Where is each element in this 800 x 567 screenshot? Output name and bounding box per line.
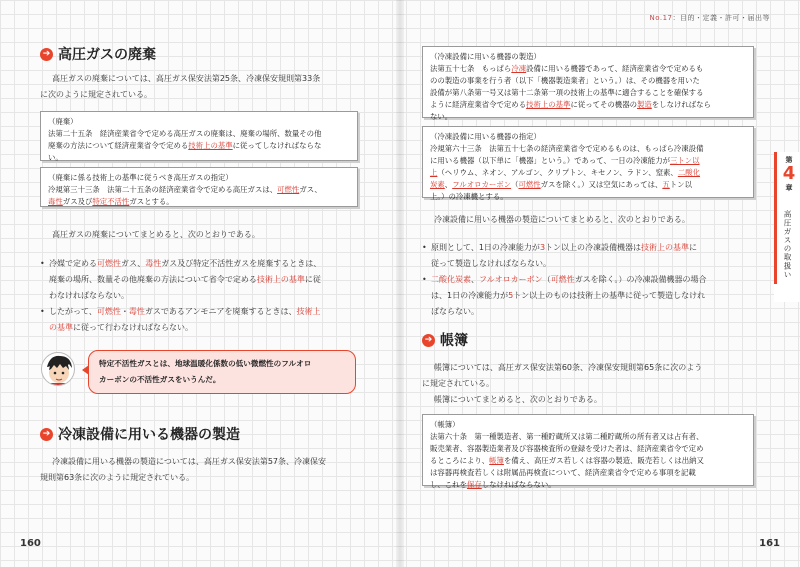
box-caption: （冷凍設備に用いる機器の製造） xyxy=(430,52,541,61)
text-line xyxy=(430,99,746,111)
text-line: 特定不活性ガスとは、地球温暖化係数の低い微燃性のフルオロ xyxy=(99,359,312,368)
text-span: トン以上のものは技術上の基準に従って製造しなけれ xyxy=(513,291,706,300)
text-line: 冷規第六十三条 法第五十七条の経済産業省令で定めるものは、もっぱら冷凍設備 xyxy=(430,144,704,153)
text-line: に次のように規定されている。 xyxy=(40,90,152,99)
bullet-item xyxy=(422,272,758,320)
text-line xyxy=(48,196,350,208)
text-line: に規定されている。 xyxy=(422,379,494,388)
text-span: は、1日の冷凍能力が xyxy=(431,291,509,300)
text-span: したがって、 xyxy=(49,307,97,316)
right-page xyxy=(402,0,800,567)
text-line: 帳簿については、高圧ガス保安法第60条、冷凍保安規則第65条に次のよう xyxy=(434,363,703,372)
highlight-text: 可燃性 xyxy=(97,259,121,268)
text-span: ガスを除く。）の冷凍設備機器の場合 xyxy=(574,275,707,284)
text-line xyxy=(430,179,746,191)
bullet-item xyxy=(40,256,360,304)
box-caption: （冷凍設備に用いる機器の指定） xyxy=(430,132,541,141)
text-line: わなければならない。 xyxy=(49,291,129,300)
highlight-text: 毒性 xyxy=(48,197,63,206)
section-title: 冷凍設備に用いる機器の製造 xyxy=(58,427,240,443)
text-span: 原則として、1日の冷凍能力が xyxy=(431,243,540,252)
chapter-title: 高圧ガスの取扱い xyxy=(783,210,792,279)
text-line: のの製造の事業を行う者（以下「機器製造業者」という。）は、その機器を用いた xyxy=(430,76,700,85)
text-line: 法第六十条 第一種製造者、第一種貯蔵所又は第二種貯蔵所の所有者又は占有者、 xyxy=(430,432,704,441)
highlight-text: 二酸化炭素 xyxy=(431,275,471,284)
highlight-text: 5 xyxy=(508,291,514,300)
intro-paragraph xyxy=(40,454,372,486)
text-span: ガスとする。 xyxy=(129,197,174,206)
header-number: No.17 xyxy=(649,14,673,22)
character-avatar xyxy=(41,352,75,386)
text-line xyxy=(422,272,758,288)
text-line xyxy=(430,63,746,75)
arrow-right-circle-icon: ➔ xyxy=(40,48,53,61)
text-line: 販売業者、容器製造業者及び容器検査所の登録を受けた者は、経済産業省令で定め xyxy=(430,444,704,453)
text-span: 冷媒で定める xyxy=(49,259,97,268)
text-span: （ヘリウム、ネオン、アルゴン、クリプトン、キセノン、ラドン、窒素、 xyxy=(437,168,678,177)
section-heading-disposal xyxy=(40,44,156,64)
text-line: 規則第63条に次のように規定されている。 xyxy=(40,473,195,482)
highlight-text: 技術上の基準 xyxy=(256,275,305,284)
summary-paragraph: 高圧ガスの廃棄についてまとめると、次のとおりである。 xyxy=(52,230,260,239)
highlight-text: 毒性 xyxy=(145,259,162,268)
bullet-dot: • xyxy=(40,259,45,268)
text-span: 冷規第三十三条 法第二十五条の経済産業省令で定める高圧ガスは、 xyxy=(48,185,278,194)
highlight-text: フルオロカーボン xyxy=(479,275,543,284)
highlight-text: 冷凍 xyxy=(511,64,527,73)
text-line: カーボンの不活性ガスをいうんだ。 xyxy=(99,375,221,384)
bullet-item xyxy=(422,240,758,272)
left-page xyxy=(0,0,398,567)
text-line xyxy=(40,320,360,336)
highlight-text: 技術上の基準 xyxy=(188,141,233,150)
highlight-text: 帳簿 xyxy=(489,456,504,465)
text-line xyxy=(422,288,758,304)
text-span: ガス及び xyxy=(62,197,93,206)
law-box-manufacture xyxy=(422,46,754,121)
text-line xyxy=(48,184,350,196)
highlight-text: 五 xyxy=(662,180,670,189)
highlight-text: 特定不活性 xyxy=(92,197,130,206)
chapter-digit: 4 xyxy=(782,163,796,184)
text-line xyxy=(40,256,360,272)
highlight-text: 可燃性 xyxy=(96,307,121,316)
chapter-suffix: 章 xyxy=(785,184,793,192)
chapter-tab-bar xyxy=(774,152,777,284)
highlight-text: 三トン以 xyxy=(669,156,700,165)
highlight-text: フルオロカーボン xyxy=(452,180,512,189)
highlight-text: 技術上の基準 xyxy=(526,100,571,109)
text-span: （ xyxy=(542,275,551,284)
highlight-text: 可燃性 xyxy=(550,275,575,284)
running-header xyxy=(649,13,770,23)
text-span: に従って行わなければならない。 xyxy=(73,323,193,332)
text-span: に従ってその機器の xyxy=(570,100,637,109)
text-span: を備え、高圧ガス若しくは容器の製造、販売若しくは出納又 xyxy=(503,456,704,465)
text-span: に用いる機器（以下単に「機器」という。）であって、一日の冷凍能力が xyxy=(430,156,670,165)
page-number: 161 xyxy=(759,538,780,549)
text-line: 法第二十五条 経済産業省令で定める高圧ガスの廃棄は、廃棄の場所、数量その他 xyxy=(48,129,322,138)
highlight-text: 可燃性 xyxy=(518,180,541,189)
intro-paragraph xyxy=(422,360,764,392)
section-heading-ledger xyxy=(422,330,468,350)
text-span: 廃棄の方法について経済産業省令で定める xyxy=(48,141,189,150)
highlight-text: 保存 xyxy=(466,480,482,489)
highlight-text: 炭素 xyxy=(430,180,445,189)
text-span: ガスであるアンモニアを廃棄するときは、 xyxy=(144,307,297,316)
text-span: 、 xyxy=(444,180,453,189)
highlight-text: の基準 xyxy=(49,323,73,332)
character-face-icon xyxy=(42,353,75,386)
highlight-text: 製造 xyxy=(636,100,652,109)
text-span: 、 xyxy=(471,275,479,284)
text-line: 設備が第八条第一号又は第十二条第一項の技術上の基準に適合することを確保する xyxy=(430,88,704,97)
box-caption: （廃棄に係る技術上の基準に従うべき高圧ガスの指定） xyxy=(48,173,233,182)
summary-paragraph: 帳簿についてまとめると、次のとおりである。 xyxy=(434,395,602,404)
speech-bubble xyxy=(88,350,356,394)
text-line: ばならない。 xyxy=(431,307,479,316)
text-span: ガスを除く。）又は空気にあっては、 xyxy=(540,180,663,189)
section-title: 高圧ガスの廃棄 xyxy=(58,47,156,63)
text-line: 従って製造しなければならない。 xyxy=(431,259,551,268)
highlight-text: 毒性 xyxy=(128,307,145,316)
highlight-text: 3 xyxy=(539,243,546,252)
law-box-equipment-designation xyxy=(422,126,754,201)
text-span: ように経済産業省令で定める xyxy=(430,100,527,109)
highlight-text: 上 xyxy=(430,168,438,177)
text-line xyxy=(422,240,758,256)
text-line xyxy=(40,272,360,288)
intro-paragraph xyxy=(40,71,372,103)
text-line: は容器再検査若しくは附属品再検査について、経済産業省令で定める事項を記載 xyxy=(430,468,696,477)
text-span: ガス及び特定不活性ガスを廃棄するときは、 xyxy=(161,259,322,268)
text-span: に xyxy=(689,243,698,252)
box-caption: （帳簿） xyxy=(430,420,460,429)
bullet-dot: • xyxy=(40,307,45,316)
text-line xyxy=(430,167,746,179)
highlight-text: 技術上の基準 xyxy=(641,243,690,252)
text-line: 冷凍設備に用いる機器の製造については、高圧ガス保安法第57条、冷凍保安 xyxy=(52,457,327,466)
text-span: をしなければなら xyxy=(651,100,711,109)
text-line: ない。 xyxy=(430,112,453,121)
chapter-prefix: 第 xyxy=(785,156,793,164)
text-span: 廃棄の場所、数量その他廃棄の方法について省令で定める xyxy=(49,275,257,284)
text-span: 設備に用いる機器であって、経済産業省令で定めるも xyxy=(526,64,704,73)
law-box-disposal xyxy=(40,111,358,161)
section-heading-equipment xyxy=(40,424,240,444)
box-caption: （廃棄） xyxy=(48,117,78,126)
text-span: ・ xyxy=(120,307,129,316)
highlight-text: 二酸化 xyxy=(677,168,701,177)
text-span: 法第五十七条 もっぱら xyxy=(430,64,512,73)
highlight-text: 技術上 xyxy=(296,307,321,316)
text-span: （ xyxy=(511,180,519,189)
text-span: しなければならない。 xyxy=(481,480,556,489)
text-span: ガス、 xyxy=(299,185,322,194)
text-line xyxy=(40,304,360,320)
law-box-ledger xyxy=(422,414,754,489)
text-line: い。 xyxy=(48,153,63,162)
text-span: に従ってしなければならな xyxy=(232,141,322,150)
text-span: ガス、 xyxy=(121,259,146,268)
text-span: に従 xyxy=(304,275,321,284)
text-line xyxy=(430,479,746,491)
text-line: 高圧ガスの廃棄については、高圧ガス保安法第25条、冷凍保安規則第33条 xyxy=(52,74,321,83)
chapter-tab xyxy=(774,152,800,302)
text-line xyxy=(430,455,746,467)
arrow-right-circle-icon: ➔ xyxy=(422,334,435,347)
page-number: 160 xyxy=(20,538,41,549)
arrow-right-circle-icon: ➔ xyxy=(40,428,53,441)
text-line xyxy=(48,140,350,152)
highlight-text: 可燃性 xyxy=(277,185,300,194)
bullet-dot: • xyxy=(422,275,427,284)
text-span: し、これを xyxy=(430,480,467,489)
text-line: 上。）の冷凍機とする。 xyxy=(430,192,508,201)
law-box-designation xyxy=(40,167,358,207)
chapter-number xyxy=(780,155,798,193)
text-span: トン以 xyxy=(669,180,692,189)
section-title: 帳簿 xyxy=(440,333,468,349)
header-text: ：目的・定義・許可・届出等 xyxy=(672,14,770,22)
bullet-item xyxy=(40,304,360,336)
text-line xyxy=(430,155,746,167)
text-span: るところにより、 xyxy=(430,456,490,465)
bullet-dot: • xyxy=(422,243,427,252)
text-span: トン以上の冷凍設備機器は xyxy=(545,243,642,252)
summary-paragraph: 冷凍設備に用いる機器の製造についてまとめると、次のとおりである。 xyxy=(434,215,690,224)
